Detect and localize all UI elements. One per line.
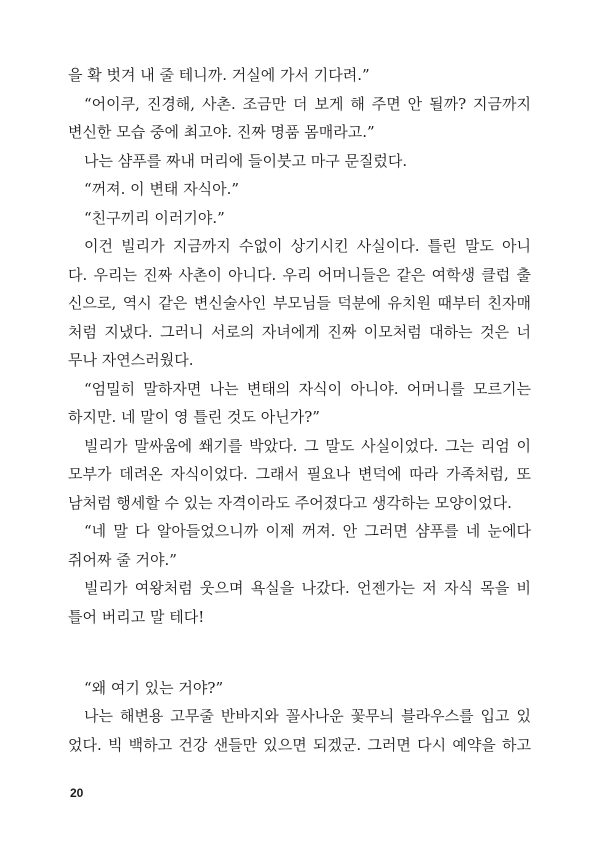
text-line: 틀어 버리고 말 테다!: [68, 607, 205, 626]
text-line: “친구끼리 이러기야.”: [84, 208, 225, 227]
text-line: “왜 여기 있는 거야?”: [84, 678, 224, 697]
paragraph: [68, 232, 531, 375]
text-line: 빌리가 여왕처럼 웃으며 욕실을 나갔다. 언젠가는 저 자식 목을 비: [84, 579, 531, 597]
text-line: 었다. 빅 백하고 건강 샌들만 있으면 되겠군. 그러면 다시 예약을 하고: [68, 735, 531, 754]
text-line: 빌리가 말싸움에 쐐기를 박았다. 그 말도 사실이었다. 그는 리엄 이: [84, 436, 531, 455]
text-line: 이건 빌리가 지금까지 수없이 상기시킨 사실이다. 틀린 말도 아니: [84, 237, 531, 255]
text-line: 무나 자연스러웠다.: [68, 351, 194, 369]
text-line: 나는 해변용 고무줄 반바지와 꼴사나운 꽃무늬 블라우스를 입고 있: [84, 707, 531, 725]
paragraph: [68, 204, 531, 233]
paragraph: [68, 147, 531, 176]
paragraph: [68, 574, 531, 631]
text-line: “엄밀히 말하자면 나는 변태의 자식이 아니야. 어머니를 모르기는: [84, 379, 531, 398]
paragraph: [68, 517, 531, 574]
continued-paragraph: [68, 61, 531, 90]
paragraph: [68, 90, 531, 147]
text-line: 변신한 모습 중에 최고야. 진짜 명품 몸매라고.”: [68, 123, 375, 141]
text-line: 다. 우리는 진짜 사촌이 아니다. 우리 어머니들은 같은 여학생 클럽 출: [68, 265, 531, 284]
text-line: 처럼 지냈다. 그러니 서로의 자녀에게 진짜 이모처럼 대하는 것은 너: [68, 322, 531, 341]
text-line: 을 확 벗겨 내 줄 테니까. 거실에 가서 기다려.”: [68, 66, 370, 84]
page-number: 20: [70, 786, 84, 800]
text-line: “어이쿠, 진경해, 사촌. 조금만 더 보게 해 주면 안 될까? 지금까지: [84, 94, 531, 113]
section-break: [68, 631, 531, 674]
paragraph: [68, 175, 531, 204]
text-line: “꺼져. 이 변태 자식아.”: [84, 180, 240, 198]
text-line: 쥐어짜 줄 거야.”: [68, 550, 177, 569]
text-line: “네 말 다 알아들었으니까 이제 꺼져. 안 그러면 샴푸를 네 눈에다: [84, 522, 531, 540]
text-line: 남처럼 행세할 수 있는 자격이라도 주어졌다고 생각하는 모양이었다.: [68, 493, 512, 512]
paragraph: [68, 375, 531, 432]
continuing-paragraph: [68, 702, 531, 759]
text-line: 하지만. 네 말이 영 틀린 것도 아닌가?”: [68, 408, 320, 426]
paragraph: [68, 674, 531, 703]
body-text: [68, 61, 531, 759]
text-line: 모부가 데려온 자식이었다. 그래서 필요나 변덕에 따라 가족처럼, 또: [68, 465, 531, 483]
text-line: 신으로, 역시 같은 변신술사인 부모님들 덕분에 유치원 때부터 친자매: [68, 294, 531, 312]
text-line: 나는 샴푸를 짜내 머리에 들이붓고 마구 문질렀다.: [84, 151, 408, 170]
paragraph: [68, 432, 531, 518]
